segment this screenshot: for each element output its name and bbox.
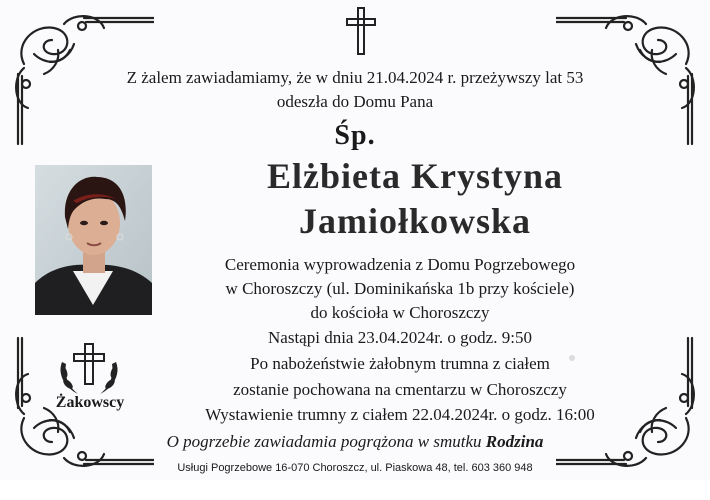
family-prefix: O pogrzebie zawiadamia pogrążona w smutku — [166, 432, 482, 451]
intro-line: Z żalem zawiadamiamy, że w dniu 21.04.2024 r. przeżywszy lat 53 — [126, 68, 584, 87]
ceremony-line-2: w Choroszczy (ul. Dominikańska 1b przy kościele) — [225, 279, 575, 298]
deceased-first-names: Elżbieta Krystyna — [267, 156, 563, 196]
ceremony-date-line: Nastąpi dnia 23.04.2024r. o godz. 9:50 — [268, 328, 532, 347]
ornament-corner-bottom-right — [556, 328, 706, 478]
funeral-home-logo-name: Żakowscy — [55, 394, 125, 411]
ceremony-line-3: do kościoła w Choroszczy — [310, 303, 490, 322]
family-word: Rodzina — [485, 432, 544, 451]
speck — [569, 355, 575, 361]
viewing-line: Wystawienie trumny z ciałem 22.04.2024r. o godz. 16:00 — [205, 405, 595, 424]
intro-line-2: odeszła do Domu Pana — [276, 92, 434, 111]
name-prefix: Śp. — [334, 120, 376, 151]
funeral-home-footer: Usługi Pogrzebowe 16-070 Choroszcz, ul. Piaskowa 48, tel. 603 360 948 — [177, 462, 533, 474]
ceremony-line-1: Ceremonia wyprowadzenia z Domu Pogrzebowego — [224, 255, 576, 274]
bottom-margin — [0, 480, 710, 500]
cross-icon — [344, 6, 378, 56]
family-signature — [0, 432, 710, 452]
burial-line-2: zostanie pochowana na cmentarzu w Choroszczy — [233, 380, 567, 399]
burial-line-1: Po nabożeństwie żałobnym trumna z ciałem — [250, 354, 550, 373]
deceased-surname: Jamiołkowska — [298, 201, 532, 241]
